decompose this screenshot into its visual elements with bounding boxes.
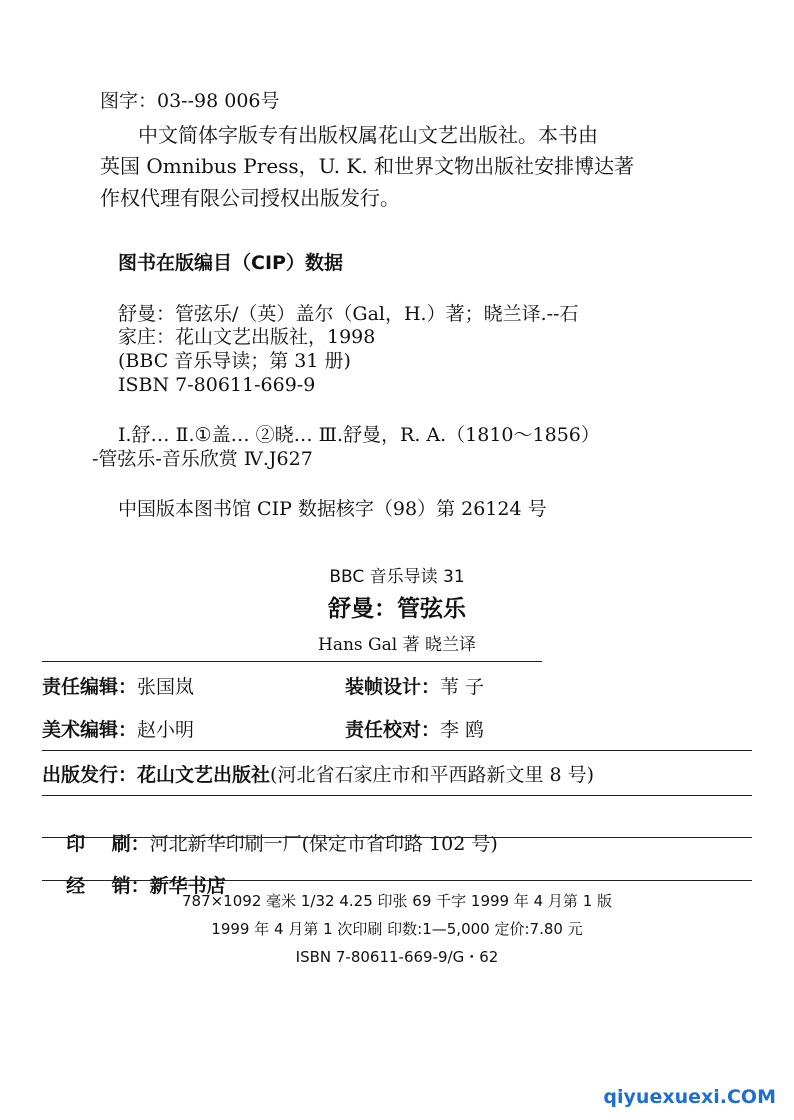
art-editor-row <box>42 717 194 743</box>
art-editor-label: 美术编辑： <box>42 719 138 741</box>
proofreader-row <box>345 717 484 743</box>
art-editor-name: 赵小明 <box>137 719 195 741</box>
proofreader-name: 李 鸥 <box>440 719 485 741</box>
author-translator-credit: Hans Gal 著 晓兰译 <box>318 635 476 655</box>
cip-series-note: (BBC 音乐导读；第 31 册) <box>118 350 351 372</box>
editor-label: 责任编辑： <box>42 676 138 698</box>
printer-name: 河北新华印刷一厂(保定市省印路 102 号) <box>149 833 498 855</box>
editor-name: 张国岚 <box>137 676 195 698</box>
series-name: BBC 音乐导读 31 <box>329 567 465 587</box>
contract-number: 图字：03--98 006号 <box>100 90 280 112</box>
distributor-bottom-rule <box>42 880 752 881</box>
book-title: 舒曼：管弦乐 <box>328 596 466 622</box>
printer-label: 印 刷： <box>66 833 150 855</box>
copyright-line-2: 英国 Omnibus Press，U. K. 和世界文物出版社安排博达著 <box>100 154 635 178</box>
publisher-row <box>42 762 594 788</box>
distributor-label: 经 销： <box>66 875 150 897</box>
cip-isbn: ISBN 7-80611-669-9 <box>118 374 316 396</box>
printer-bottom-rule <box>42 837 752 838</box>
designer-name: 苇 子 <box>440 676 485 698</box>
copyright-line-1: 中文简体字版专有出版权属花山文艺出版社。本书由 <box>138 123 598 147</box>
staff-bottom-rule <box>42 750 752 751</box>
proofreader-label: 责任校对： <box>345 719 441 741</box>
publisher-label: 出版发行： <box>42 764 138 786</box>
cip-classification-line-2: -管弦乐-音乐欣赏 Ⅳ.J627 <box>92 448 313 470</box>
spec-line-2: 1999 年 4 月第 1 次印刷 印数:1—5,000 定价:7.80 元 <box>211 920 583 938</box>
publisher-bottom-rule <box>42 795 752 796</box>
site-watermark: qiyuexuexi.COM <box>603 1086 776 1108</box>
cip-heading: 图书在版编目（CIP）数据 <box>118 252 343 274</box>
distributor-name: 新华书店 <box>149 875 226 897</box>
colophon-top-rule <box>42 661 542 662</box>
cip-classification-line-1: I.舒… Ⅱ.①盖… ②晓… Ⅲ.舒曼，R. A.（1810～1856） <box>118 424 600 446</box>
cip-verification: 中国版本图书馆 CIP 数据核字（98）第 26124 号 <box>118 498 547 520</box>
publisher-address: (河北省石家庄市和平西路新文里 8 号) <box>270 764 595 786</box>
cip-record-line-1: 舒曼：管弦乐/（英）盖尔（Gal，H.）著；晓兰译.--石 <box>118 303 579 325</box>
editor-row <box>42 674 194 700</box>
distributor-row <box>42 847 226 925</box>
spec-line-3: ISBN 7-80611-669-9/G・62 <box>295 948 499 966</box>
copyright-line-3: 作权代理有限公司授权出版发行。 <box>100 186 400 210</box>
design-label: 装帧设计： <box>345 676 441 698</box>
design-row <box>345 674 484 700</box>
spec-line-1: 787×1092 毫米 1/32 4.25 印张 69 千字 1999 年 4 月第 1 版 <box>181 892 613 910</box>
publisher-name: 花山文艺出版社 <box>137 764 271 786</box>
cip-record-line-2: 家庄：花山文艺出版社，1998 <box>118 326 376 348</box>
